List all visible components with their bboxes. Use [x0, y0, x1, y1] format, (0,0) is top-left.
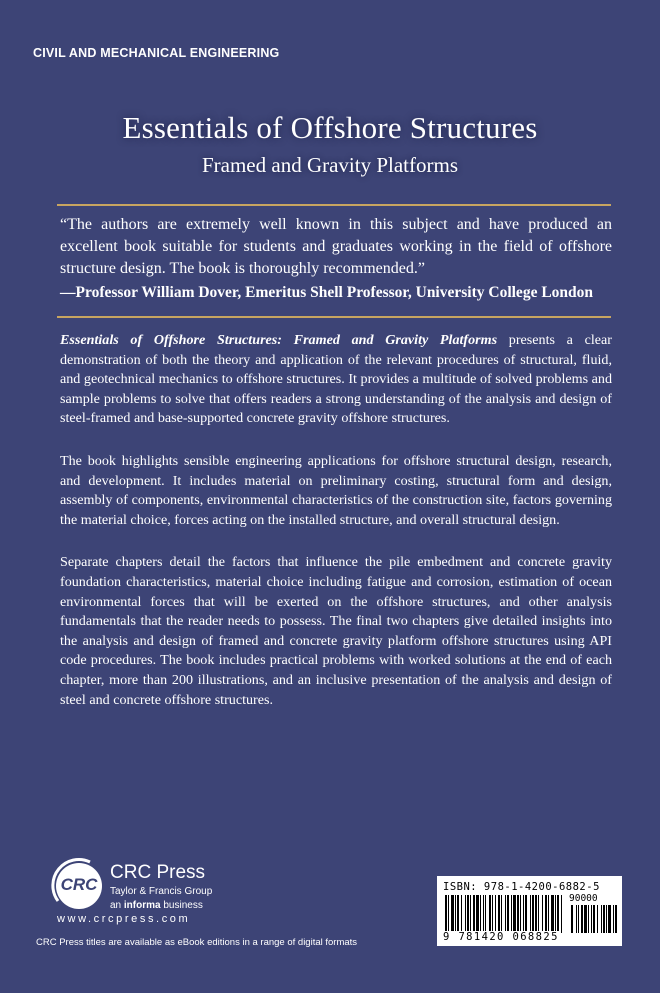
barcode-bar: [480, 895, 481, 933]
publisher-group: Taylor & Francis Group: [110, 886, 213, 897]
barcode-addon-bar: [615, 905, 617, 933]
barcode-addon-bar: [597, 905, 598, 933]
crc-logo: [56, 863, 102, 909]
description-paragraph-3: Separate chapters detail the factors that influence the pile embedment and concrete gravity foundation characteristics, material choice including fatigue and corrosion, estimation of ocean environmental forces that will be exerted on the offshore structures, and other analysis fundamentals that the reader needs to possess. The final two chapters give detailed insights into the analysis and design of framed and concrete gravity platform offshore structures using API code procedures. The book includes practical problems with worked solutions at the end of each chapter, more than 200 illustrations, and an inclusive presentation of the analysis and design of steel and concrete offshore structures.: [60, 554, 612, 708]
barcode-bar: [495, 895, 496, 933]
barcode-bar: [461, 895, 462, 933]
barcode-addon-bar: [578, 905, 579, 933]
informa-bold: informa: [123, 900, 161, 911]
barcode-addon-bar: [601, 905, 602, 933]
barcode-addon-bar: [591, 905, 592, 933]
barcode-bar: [538, 895, 539, 933]
top-divider: [57, 204, 611, 206]
barcode-bar: [511, 895, 512, 933]
barcode-bar: [457, 895, 459, 933]
barcode-bar: [525, 895, 527, 933]
book-title: Essentials of Offshore Structures: [122, 110, 538, 145]
publisher-informa: [110, 900, 203, 911]
description: [60, 331, 612, 733]
informa-prefix: an: [110, 900, 124, 911]
barcode-addon-bar: [603, 905, 605, 933]
barcode-bar: [492, 895, 493, 933]
barcode-addon-bar: [584, 905, 587, 933]
barcode-addon-bar: [576, 905, 577, 933]
barcode-addon-bar: [581, 905, 583, 933]
barcode-bar: [513, 895, 516, 933]
barcode-bar: [455, 895, 456, 933]
barcode-bar: [532, 895, 534, 933]
barcode-bar: [448, 895, 449, 933]
barcode-bar: [557, 895, 559, 933]
barcode-addon-bar: [606, 905, 607, 933]
barcode-bar: [465, 895, 466, 933]
isbn-label: ISBN: 978-1-4200-6882-5: [443, 881, 600, 893]
barcode-bar: [523, 895, 524, 933]
barcode-bar: [542, 895, 543, 933]
description-paragraph-1-text: presents a clear demonstration of both the theory and application of the relevant procedures of structural, fluid, and geotechnical mechanics to offshore structures. It provides a multitude of solved problems and sample problems to solve that offers readers a strong understanding of the analysis and design of steel-framed and base-supported concrete gravity offshore structures.: [60, 332, 612, 427]
barcode-bar: [555, 895, 556, 933]
publisher-website: www.crcpress.com: [57, 913, 191, 925]
barcode-bar: [483, 895, 484, 933]
barcode-bar: [498, 895, 500, 933]
crc-logo-text: CRC: [60, 875, 98, 894]
barcode-addon-bar: [613, 905, 614, 933]
endorsement-attribution: —Professor William Dover, Emeritus Shell Professor, University College London: [60, 284, 594, 301]
barcode-bar: [489, 895, 491, 933]
barcode-bar: [520, 895, 521, 933]
barcode-bar: [451, 895, 454, 933]
barcode-addon-bar: [588, 905, 589, 933]
barcode-bar: [507, 895, 509, 933]
barcode-box: [437, 876, 622, 946]
barcode-bar: [485, 895, 486, 933]
barcode-addon-bar: [608, 905, 611, 933]
barcode-bar: [467, 895, 469, 933]
category-label: CIVIL AND MECHANICAL ENGINEERING: [33, 46, 280, 60]
barcode-bar: [561, 895, 562, 933]
description-book-title: Essentials of Offshore Structures: Framed and Gravity Platforms: [60, 332, 498, 348]
informa-suffix: business: [160, 900, 203, 911]
book-subtitle: Framed and Gravity Platforms: [201, 153, 459, 177]
barcode-bar: [548, 895, 549, 933]
barcode-bar: [445, 895, 447, 933]
barcode-bar: [535, 895, 537, 933]
barcode-bar: [517, 895, 519, 933]
description-paragraph-2: The book highlights sensible engineering applications for offshore structural design, research, and development. It includes material on preliminary costing, structural form and design, assembly of components, environmental characteristics of the construction site, factors governing the material choice, forces acting on the installed structure, and overall structural design.: [60, 452, 612, 528]
barcode-addon-bar: [593, 905, 595, 933]
barcode-bar: [530, 895, 531, 933]
barcode-bar: [473, 895, 475, 933]
publisher-name: CRC Press: [110, 862, 206, 883]
ebook-note: CRC Press titles are available as eBook editions in a range of digital formats: [36, 937, 358, 948]
barcode-bar: [476, 895, 479, 933]
endorsement-quote: “The authors are extremely well known in this subject and have produced an excellent book suitable for students and graduates working in the field of offshore structure design. The book is thoroughly recommended.”: [60, 216, 612, 277]
bottom-divider: [57, 316, 611, 318]
barcode-addon-bar: [571, 905, 573, 933]
barcode-bar: [501, 895, 502, 933]
barcode-bar: [551, 895, 554, 933]
description-paragraph-1: [60, 331, 612, 429]
barcode-bar: [545, 895, 547, 933]
price-code: 90000: [569, 893, 598, 904]
barcode-bar: [470, 895, 471, 933]
barcode-number: 9 781420 068825: [443, 931, 559, 943]
barcode-bar: [505, 895, 506, 933]
